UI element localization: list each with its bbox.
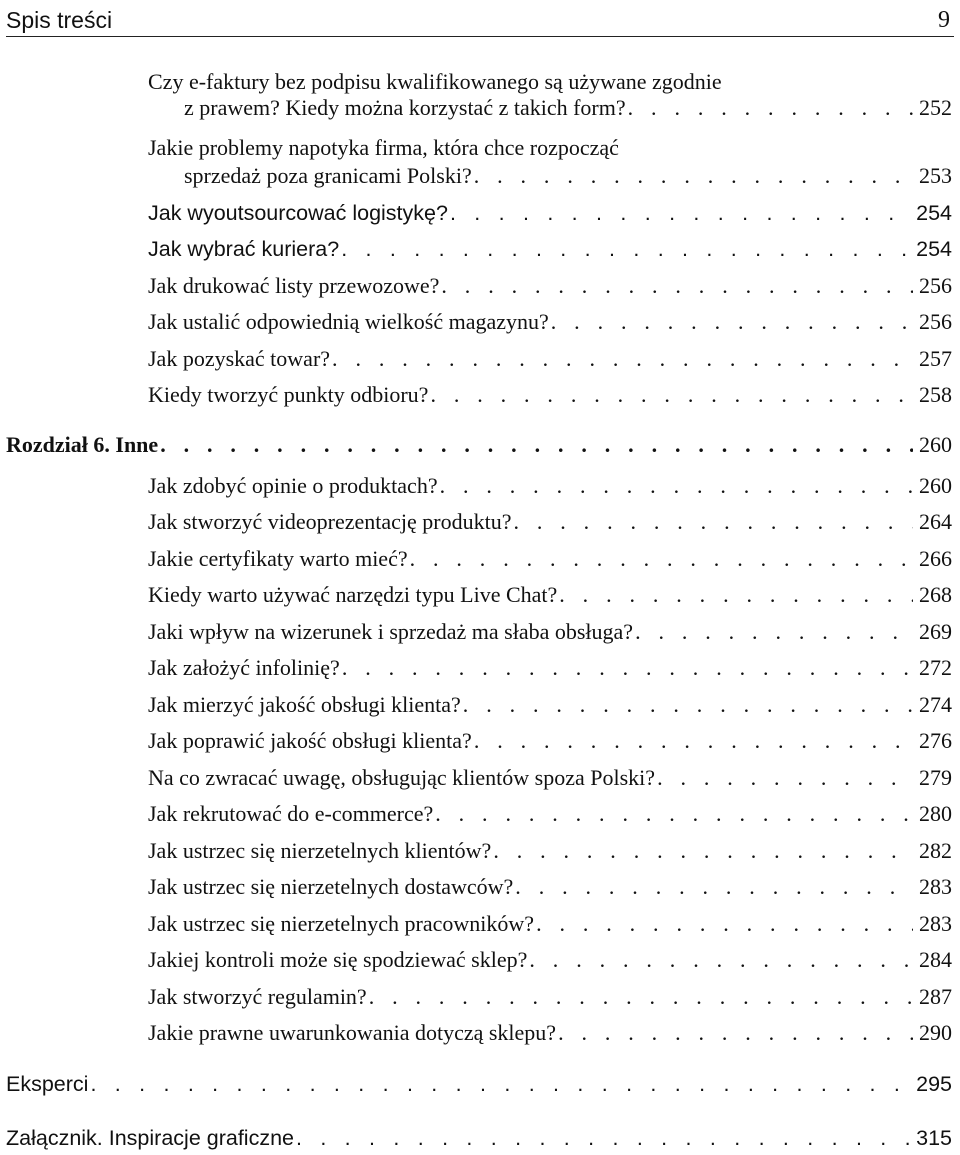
toc-entry-title: Jak wyoutsourcować logistykę? [148, 201, 448, 225]
leader-dots [515, 871, 913, 903]
toc-entry[interactable] [148, 233, 952, 265]
toc-entry[interactable] [148, 981, 952, 1013]
toc-entry[interactable] [148, 197, 952, 229]
leader-dots [450, 197, 910, 229]
toc-entry[interactable] [148, 270, 952, 302]
toc-entry[interactable] [148, 343, 952, 375]
toc-entry-page: 268 [919, 582, 952, 607]
chapter-page: 260 [919, 432, 952, 457]
toc-entry-title: Jaki wpływ na wizerunek i sprzedaż ma słaba obsługa? [148, 619, 634, 644]
toc-entry-title: Jak stworzyć regulamin? [148, 984, 367, 1009]
toc-entry-page: 252 [919, 95, 952, 120]
toc-entry[interactable] [148, 306, 952, 338]
toc-entry-title: Jak drukować listy przewozowe? [148, 273, 440, 298]
toc-entry-title: Jak pozyskać towar? [148, 346, 331, 371]
leader-dots [435, 798, 913, 830]
toc-entry-page: 279 [919, 765, 952, 790]
toc-entry-page: 287 [919, 984, 952, 1009]
toc-entry-page: 256 [919, 309, 952, 334]
toc-entry-page: 290 [919, 1020, 952, 1045]
toc-entry[interactable] [148, 835, 952, 867]
leader-dots [628, 92, 913, 124]
header-section-title: Spis treści [6, 7, 113, 33]
toc-entry-title: Jak mierzyć jakość obsługi klienta? [148, 692, 461, 717]
leader-dots [635, 616, 913, 648]
toc-entry-page: 295 [916, 1072, 952, 1096]
toc-entry[interactable] [148, 470, 952, 502]
leader-dots [463, 689, 913, 721]
toc-entry[interactable] [184, 160, 952, 192]
leader-dots [657, 762, 913, 794]
toc-entry[interactable] [148, 689, 952, 721]
toc-entry-title: Eksperci [6, 1072, 89, 1096]
toc-entry-title: sprzedaż poza granicami Polski? [184, 163, 472, 188]
toc-entry-title: Jak poprawić jakość obsługi klienta? [148, 728, 472, 753]
toc-entry[interactable] [148, 652, 952, 684]
toc-entry-page: 256 [919, 273, 952, 298]
leader-dots [332, 343, 913, 375]
toc-entry[interactable] [184, 92, 952, 124]
leader-dots [342, 652, 913, 684]
toc-entry-page: 315 [916, 1126, 952, 1150]
toc-entry-title: Jak rekrutować do e-commerce? [148, 801, 434, 826]
leader-dots [369, 981, 913, 1013]
toc-entry-page: 282 [919, 838, 952, 863]
toc-entry[interactable] [148, 762, 952, 794]
toc-chapter-6[interactable] [6, 429, 952, 461]
leader-dots [441, 270, 913, 302]
toc-entry[interactable] [148, 379, 952, 411]
leader-dots [551, 306, 913, 338]
leader-dots [160, 429, 913, 461]
toc-entry-line1: Czy e-faktury bez podpisu kwalifikowanego są używane zgodnie [148, 69, 722, 94]
toc-entry-title: Jak ustalić odpowiednią wielkość magazynu? [148, 309, 549, 334]
leader-dots [341, 233, 910, 265]
toc-entry-page: 274 [919, 692, 952, 717]
toc-entry[interactable] [148, 798, 952, 830]
leader-dots [513, 506, 913, 538]
leader-dots [493, 835, 913, 867]
toc-entry-title: Jak założyć infolinię? [148, 655, 340, 680]
leader-dots [474, 725, 913, 757]
toc-entry[interactable] [148, 944, 952, 976]
toc-entry-title: Załącznik. Inspiracje graficzne [6, 1126, 294, 1150]
toc-entry-title: Kiedy tworzyć punkty odbioru? [148, 382, 429, 407]
leader-dots [529, 944, 913, 976]
toc-entry[interactable] [148, 908, 952, 940]
toc-back-matter-experts[interactable] [6, 1068, 952, 1100]
toc-entry-title: Jakiej kontroli może się spodziewać sklep? [148, 947, 528, 972]
toc-entry-title: Jak stworzyć videoprezentację produktu? [148, 509, 512, 534]
toc-entry-page: 264 [919, 509, 952, 534]
leader-dots [536, 908, 913, 940]
toc-entry-page: 280 [919, 801, 952, 826]
toc-entry[interactable] [148, 506, 952, 538]
leader-dots [474, 160, 913, 192]
toc-entry-page: 260 [919, 473, 952, 498]
toc-entry-title: Na co zwracać uwagę, obsługując klientów spoza Polski? [148, 765, 656, 790]
toc-entry-page: 254 [916, 237, 952, 261]
toc-entry-title: Jak zdobyć opinie o produktach? [148, 473, 438, 498]
toc-entry-title: Jakie prawne uwarunkowania dotyczą sklepu? [148, 1020, 557, 1045]
toc-entry-page: 257 [919, 346, 952, 371]
toc-entry[interactable] [148, 543, 952, 575]
toc-entry-page: 283 [919, 911, 952, 936]
toc-entry-title: Jak ustrzec się nierzetelnych dostawców? [148, 874, 514, 899]
toc-entry-title: Jak ustrzec się nierzetelnych pracowników? [148, 911, 535, 936]
header-page-number: 9 [938, 7, 950, 33]
toc-entry-page: 258 [919, 382, 952, 407]
toc-entry-title: Jak ustrzec się nierzetelnych klientów? [148, 838, 492, 863]
leader-dots [90, 1068, 910, 1100]
toc-entry-page: 276 [919, 728, 952, 753]
toc-entry-page: 269 [919, 619, 952, 644]
toc-entry-title: Kiedy warto używać narzędzi typu Live Chat? [148, 582, 558, 607]
toc-entry-title: z prawem? Kiedy można korzystać z takich form? [184, 95, 626, 120]
chapter-title: Rozdział 6. Inne [6, 432, 159, 457]
toc-entry[interactable] [148, 725, 952, 757]
toc-entry-page: 253 [919, 163, 952, 188]
toc-entry[interactable] [148, 616, 952, 648]
toc-entry-line1: Jakie problemy napotyka firma, która chce rozpocząć [148, 135, 619, 160]
toc-entry-page: 283 [919, 874, 952, 899]
leader-dots [558, 1017, 913, 1049]
toc-entry-page: 254 [916, 201, 952, 225]
leader-dots [430, 379, 913, 411]
toc-entry[interactable] [148, 871, 952, 903]
toc-entry-title: Jak wybrać kuriera? [148, 237, 340, 261]
toc-entry-page: 284 [919, 947, 952, 972]
leader-dots [296, 1122, 910, 1154]
toc-entry[interactable] [148, 1017, 952, 1049]
leader-dots [559, 579, 913, 611]
toc-entry-title: Jakie certyfikaty warto mieć? [148, 546, 408, 571]
toc-entry-page: 266 [919, 546, 952, 571]
leader-dots [440, 470, 913, 502]
toc-entry-page: 272 [919, 655, 952, 680]
toc-entry[interactable] [148, 579, 952, 611]
leader-dots [410, 543, 913, 575]
toc-back-matter-appendix[interactable] [6, 1122, 952, 1154]
running-header [6, 0, 954, 37]
